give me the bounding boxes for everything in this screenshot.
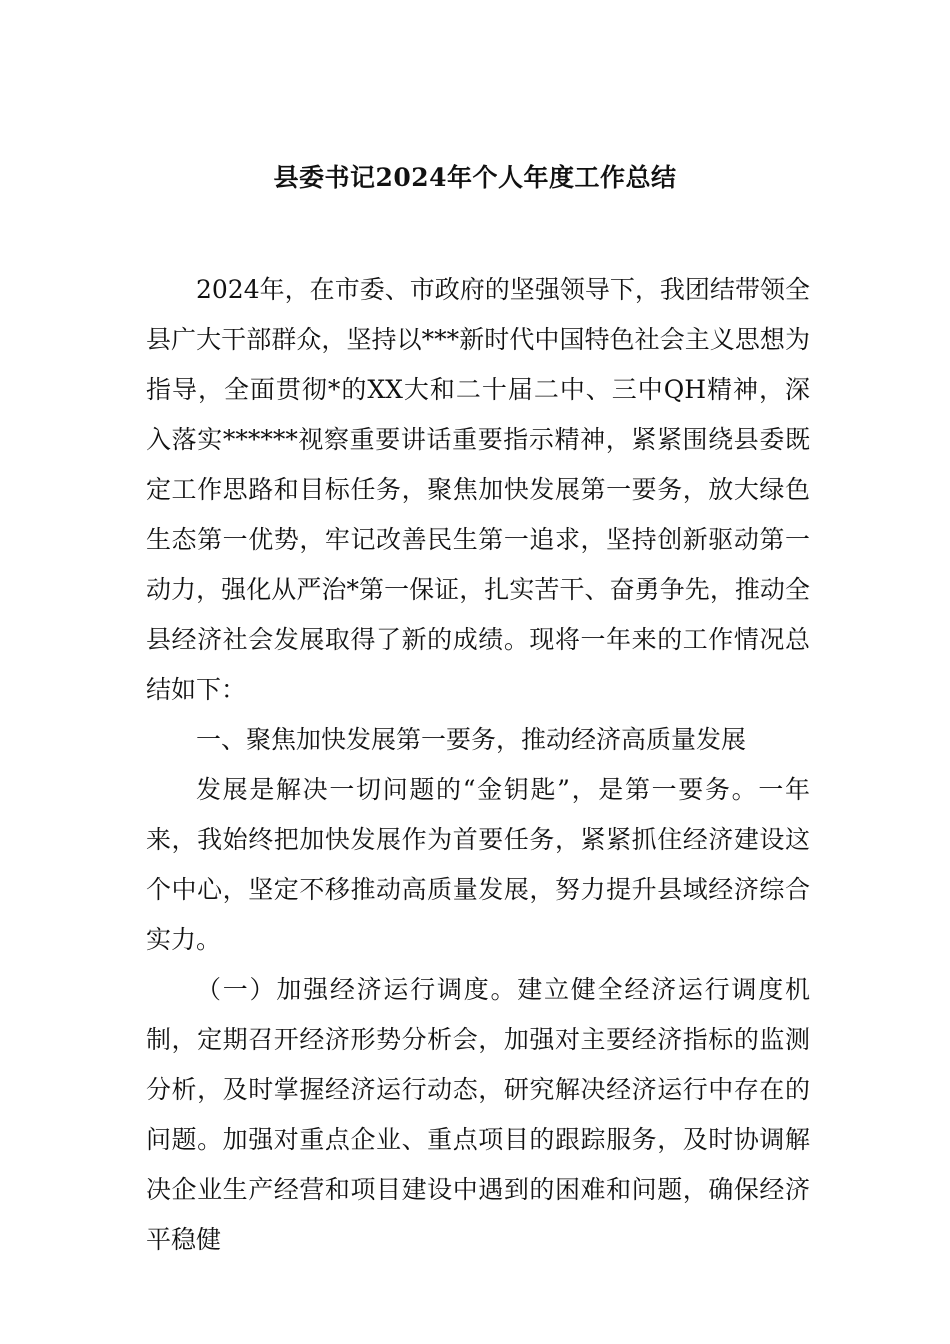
document-title: 县委书记2024年个人年度工作总结: [273, 163, 677, 192]
document-body: [146, 265, 810, 1265]
intro-paragraph: 2024年，在市委、市政府的坚强领导下，我团结带领全县广大干部群众，坚持以***新时代中国特色社会主义思想为指导，全面贯彻*的XX大和二十届二中、三中QH精神，深入落实******视察重要讲话重要指示精神，紧紧围绕县委既定工作思路和目标任务，聚焦加快发展第一要务，放大绿色生态第一优势，牢记改善民生第一追求，坚持创新驱动第一动力，强化从严治*第一保证，扎实苦干、奋勇争先，推动全县经济社会发展取得了新的成绩。现将一年来的工作情况总结如下：: [146, 275, 810, 704]
subsection-1-paragraph: （一）加强经济运行调度。建立健全经济运行调度机制，定期召开经济形势分析会，加强对主要经济指标的监测分析，及时掌握经济运行动态，研究解决经济运行中存在的问题。加强对重点企业、重点项目的跟踪服务，及时协调解决企业生产经营和项目建设中遇到的困难和问题，确保经济平稳健: [146, 975, 810, 1254]
section-1-paragraph: 发展是解决一切问题的“金钥匙”，是第一要务。一年来，我始终把加快发展作为首要任务，紧紧抓住经济建设这个中心，坚定不移推动高质量发展，努力提升县域经济综合实力。: [146, 775, 810, 954]
section-heading-1: 一、聚焦加快发展第一要务，推动经济高质量发展: [196, 725, 747, 754]
